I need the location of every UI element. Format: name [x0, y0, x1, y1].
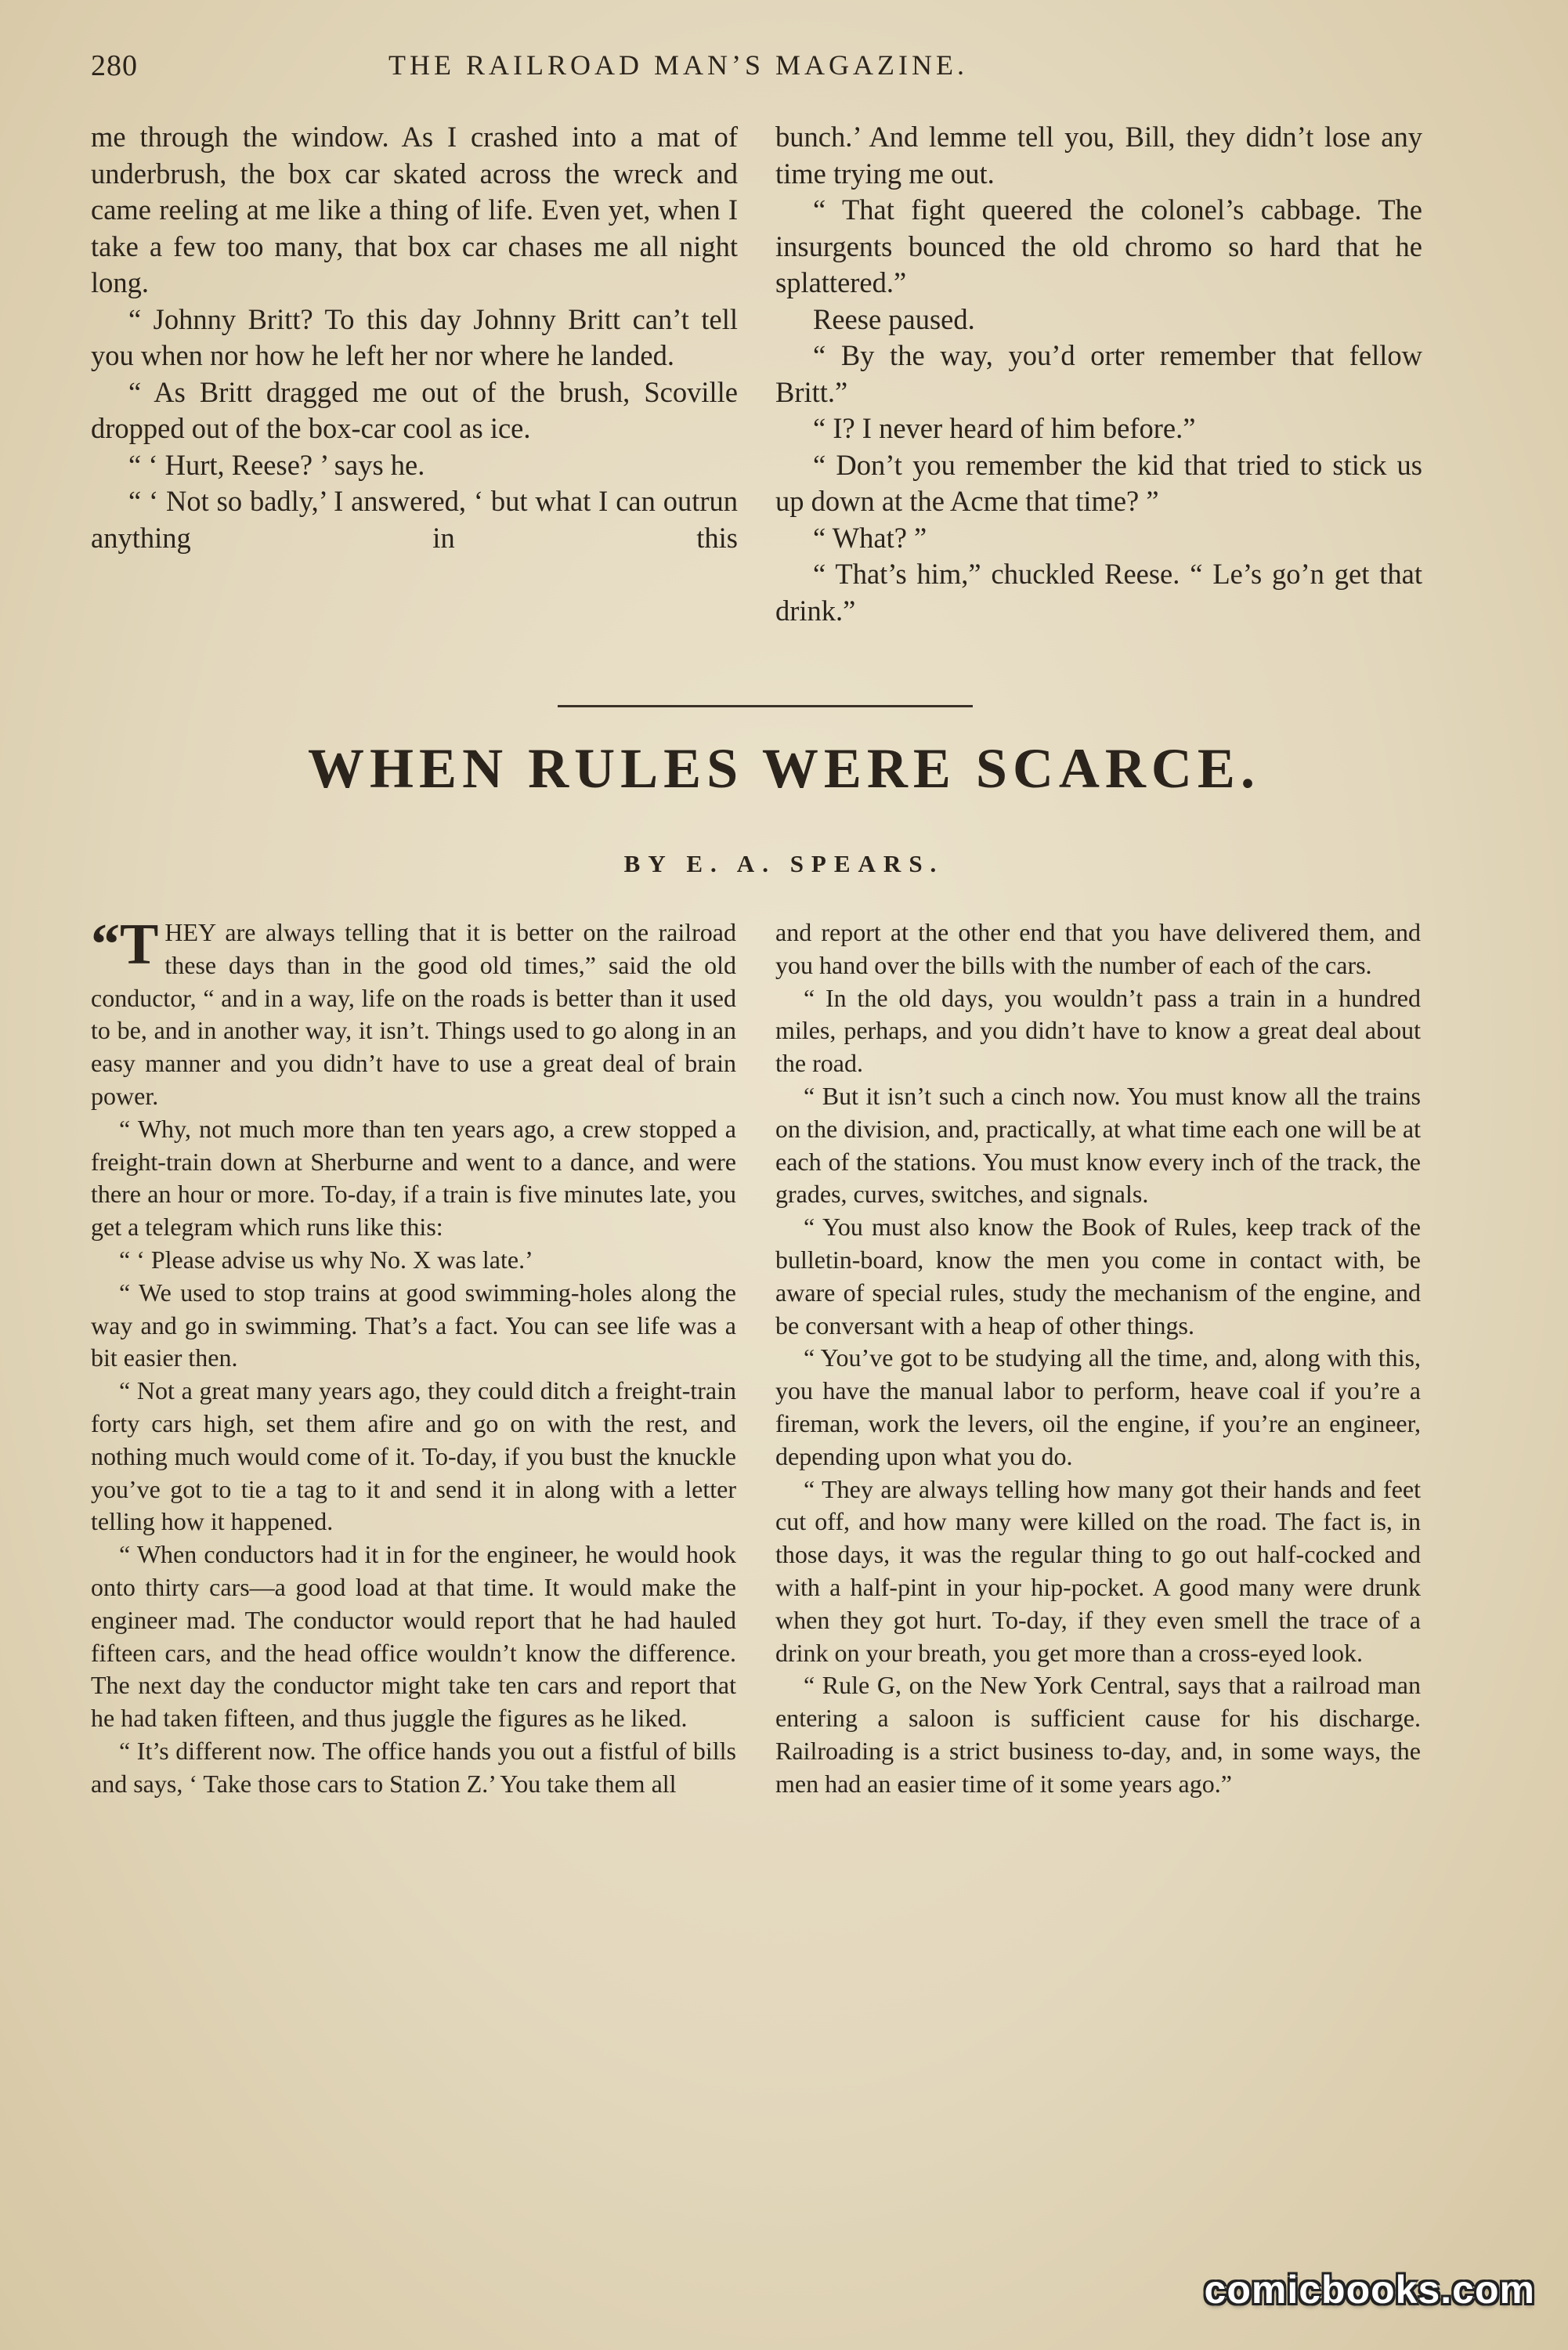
drop-cap-quote: “ [91, 913, 120, 977]
paragraph: me through the window. As I crashed into a mat of underbrush, the box car skated across the wreck and came reeling at me like a thing of life. Even yet, when I take a few too many, that box car chases me all night long. [91, 121, 738, 298]
paragraph: “ Rule G, on the New York Central, says that a railroad man entering a saloon is sufficient cause for his discharge. Railroading is a strict business to-day, and, in some ways, the men had an easier time of it some years ago.” [775, 1671, 1421, 1798]
paragraph: “ We used to stop trains at good swimming-holes along the way and go in swimming. That’s a fact. You can see life was a bit easier then. [91, 1278, 736, 1372]
paragraph: Reese paused. [813, 302, 975, 335]
section-divider [558, 705, 973, 707]
article-title: WHEN RULES WERE SCARCE. [308, 737, 1260, 800]
paragraph: “ You must also know the Book of Rules, keep track of the bulletin-board, know the men you come in contact with, be aware of special rules, study the mechanism of the engine, and be conversant with a heap of other things. [775, 1213, 1421, 1340]
paragraph: “ Why, not much more than ten years ago, a crew stopped a freight-train down at Sherburne and went to a dance, and were there an hour or more. To-day, if a train is five minutes late, you get a telegram which runs like this: [91, 1114, 736, 1242]
drop-cap [91, 913, 159, 977]
paragraph: “ In the old days, you wouldn’t pass a train in a hundred miles, perhaps, and you didn’t have to know a great deal about the road. [775, 983, 1421, 1078]
paragraph: “ That fight queered the colonel’s cabbage. The insurgents bounced the old chromo so hard that he splattered.” [775, 193, 1422, 298]
opening-paragraph [91, 913, 736, 1113]
paragraph: “ Johnny Britt? To this day Johnny Britt can’t tell you when nor how he left her nor where he landed. [91, 302, 738, 371]
article-right-column [775, 916, 1421, 1801]
paragraph: “ What? ” [813, 521, 927, 554]
drop-cap-letter: T [120, 913, 159, 977]
paragraph: “ ‘ Please advise us why No. X was late.’ [119, 1245, 533, 1274]
article-byline: BY E. A. SPEARS. [623, 850, 945, 877]
paragraph: “ As Britt dragged me out of the brush, Scoville dropped out of the box-car cool as ice. [91, 375, 738, 444]
opening-text: HEY are always telling that it is better on the railroad these days than in the good old times,” said the old conductor, “ and in a way, life on the roads is better than it used to be, and in another way, it isn’t. Things used to go along in an easy manner and you didn’t have to use a great deal of brain power. [91, 918, 736, 1110]
paragraph: “ When conductors had it in for the engineer, he would hook onto thirty cars—a good load at that time. It would make the engineer mad. The conductor would report that he had hauled fifteen cars, and the head office wouldn’t know the difference. The next day the conductor might take ten cars and report that he had taken fifteen, and thus juggle the figures as he liked. [91, 1540, 736, 1733]
paragraph: “ But it isn’t such a cinch now. You must know all the trains on the division, and, practically, at what time each one will be at each of the stations. You must know every inch of the track, the grades, curves, switches, and signals. [775, 1081, 1421, 1209]
page-number: 280 [91, 49, 138, 82]
previous-story-left-column [91, 119, 738, 556]
article-left-column [91, 913, 736, 1801]
paragraph: “ Not a great many years ago, they could ditch a freight-train forty cars high, set them afire and go on with the rest, and nothing much would come of it. To-day, if you bust the knuckle you’ve got to tie a tag to it and send it in along with a letter telling how it happened. [91, 1376, 736, 1536]
previous-story-right-column [775, 119, 1422, 629]
page-header [91, 49, 1438, 88]
paragraph: “ They are always telling how many got their hands and feet cut off, and how many were killed on the road. The fact is, in those days, it was the regular thing to go out half-cocked and with a half-pint in your hip-pocket. A good many were drunk when they got hurt. To-day, if they even smell the trace of a drink on your breath, you get more than a cross-eyed look. [775, 1474, 1421, 1667]
paragraph: “ By the way, you’d orter remember that fellow Britt.” [775, 339, 1422, 408]
site-watermark: comicbooks.com [1204, 2268, 1535, 2312]
paragraph: “ ‘ Hurt, Reese? ’ says he. [128, 448, 425, 481]
paragraph: “ Don’t you remember the kid that tried to stick us up down at the Acme that time? ” [775, 448, 1422, 517]
paragraph: and report at the other end that you have delivered them, and you hand over the bills with the number of each of the cars. [775, 918, 1421, 979]
paragraph: “ You’ve got to be studying all the time, and, along with this, you have the manual labor to perform, heave coal if you’re a fireman, work the levers, oil the engine, if you’re an engineer, depending upon what you do. [775, 1343, 1421, 1470]
paragraph: “ I? I never heard of him before.” [813, 412, 1196, 444]
paragraph: “ ‘ Not so badly,’ I answered, ‘ but what I can outrun anything in this [91, 485, 738, 554]
paragraph: bunch.’ And lemme tell you, Bill, they didn’t lose any time trying me out. [775, 121, 1422, 190]
running-head: THE RAILROAD MAN’S MAGAZINE. [388, 49, 968, 81]
paragraph: “ It’s different now. The office hands you out a fistful of bills and says, ‘ Take those cars to Station Z.’ You take them all [91, 1736, 736, 1798]
paragraph: “ That’s him,” chuckled Reese. “ Le’s go’n get that drink.” [775, 558, 1422, 627]
